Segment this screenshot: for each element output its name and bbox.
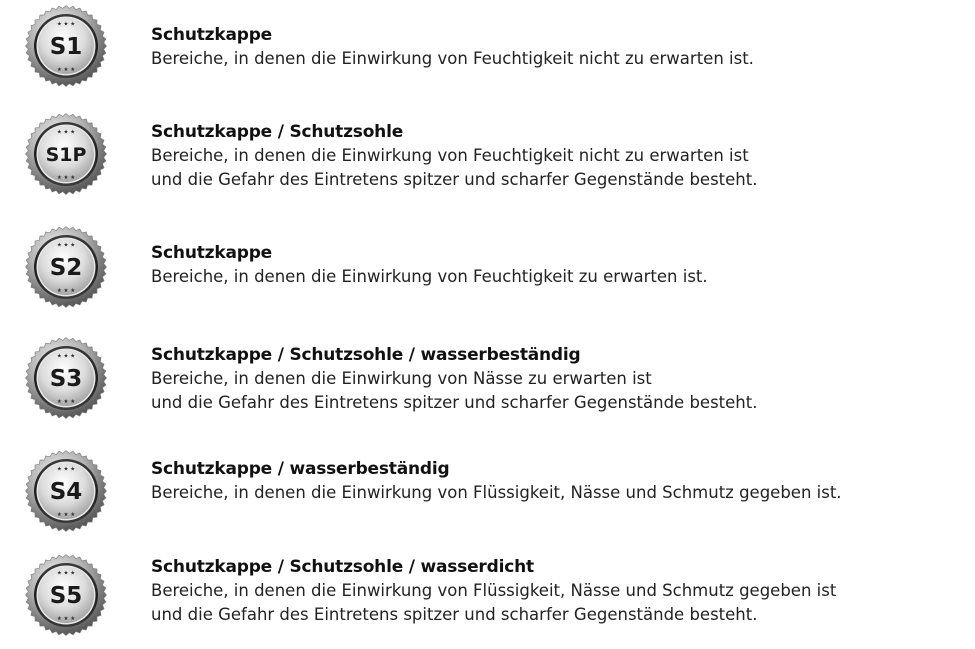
s2-description [151,265,971,289]
s1p-text [151,121,971,192]
s4-description [151,481,971,505]
s1p-badge-icon [25,113,107,195]
s2-description-line-1: Bereiche, in denen die Einwirkung von Feuchtigkeit zu erwarten ist. [151,267,708,286]
s2-title: Schutzkappe [151,243,272,263]
badge-code-s2: S2 [49,255,83,281]
s5-title: Schutzkappe / Schutzsohle / wasserdicht [151,557,534,577]
s2-badge-icon [25,226,107,308]
s1p-description-line-2: und die Gefahr des Eintretens spitzer und scharfer Gegenstände besteht. [151,170,758,189]
s1-badge-icon [25,5,107,87]
badge-code-s1: S1 [49,34,83,60]
s1p-description [151,144,971,192]
badge-graphic [25,554,107,636]
s5-badge-icon [25,554,107,636]
s3-description [151,367,971,415]
badge-code-s4: S4 [49,479,83,505]
s3-badge-icon [25,337,107,419]
s1-title: Schutzkappe [151,25,272,45]
s5-description-line-1: Bereiche, in denen die Einwirkung von Flüssigkeit, Nässe und Schmutz gegeben ist [151,581,837,600]
badge-graphic [25,226,107,308]
badge-graphic [25,337,107,419]
s4-description-line-1: Bereiche, in denen die Einwirkung von Flüssigkeit, Nässe und Schmutz gegeben ist. [151,483,842,502]
s1p-description-line-1: Bereiche, in denen die Einwirkung von Feuchtigkeit nicht zu erwarten ist [151,146,749,165]
badge-code-s5: S5 [49,583,83,609]
s5-description-line-2: und die Gefahr des Eintretens spitzer und scharfer Gegenstände besteht. [151,605,758,624]
s1-description [151,47,971,71]
s1-text [151,24,971,71]
s3-description-line-1: Bereiche, in denen die Einwirkung von Nässe zu erwarten ist [151,369,652,388]
s3-text [151,344,971,415]
s4-text [151,458,971,505]
s1-description-line-1: Bereiche, in denen die Einwirkung von Feuchtigkeit nicht zu erwarten ist. [151,49,754,68]
s3-title: Schutzkappe / Schutzsohle / wasserbeständig [151,345,581,365]
s5-text [151,556,971,627]
badge-code-s1p: S1P [45,144,87,166]
badge-graphic [25,113,107,195]
s1p-title: Schutzkappe / Schutzsohle [151,122,404,142]
s3-description-line-2: und die Gefahr des Eintretens spitzer und scharfer Gegenstände besteht. [151,393,758,412]
s5-description [151,579,971,627]
badge-graphic [25,450,107,532]
s4-badge-icon [25,450,107,532]
s4-title: Schutzkappe / wasserbeständig [151,459,450,479]
badge-graphic [25,5,107,87]
badge-code-s3: S3 [49,366,83,392]
s2-text [151,242,971,289]
